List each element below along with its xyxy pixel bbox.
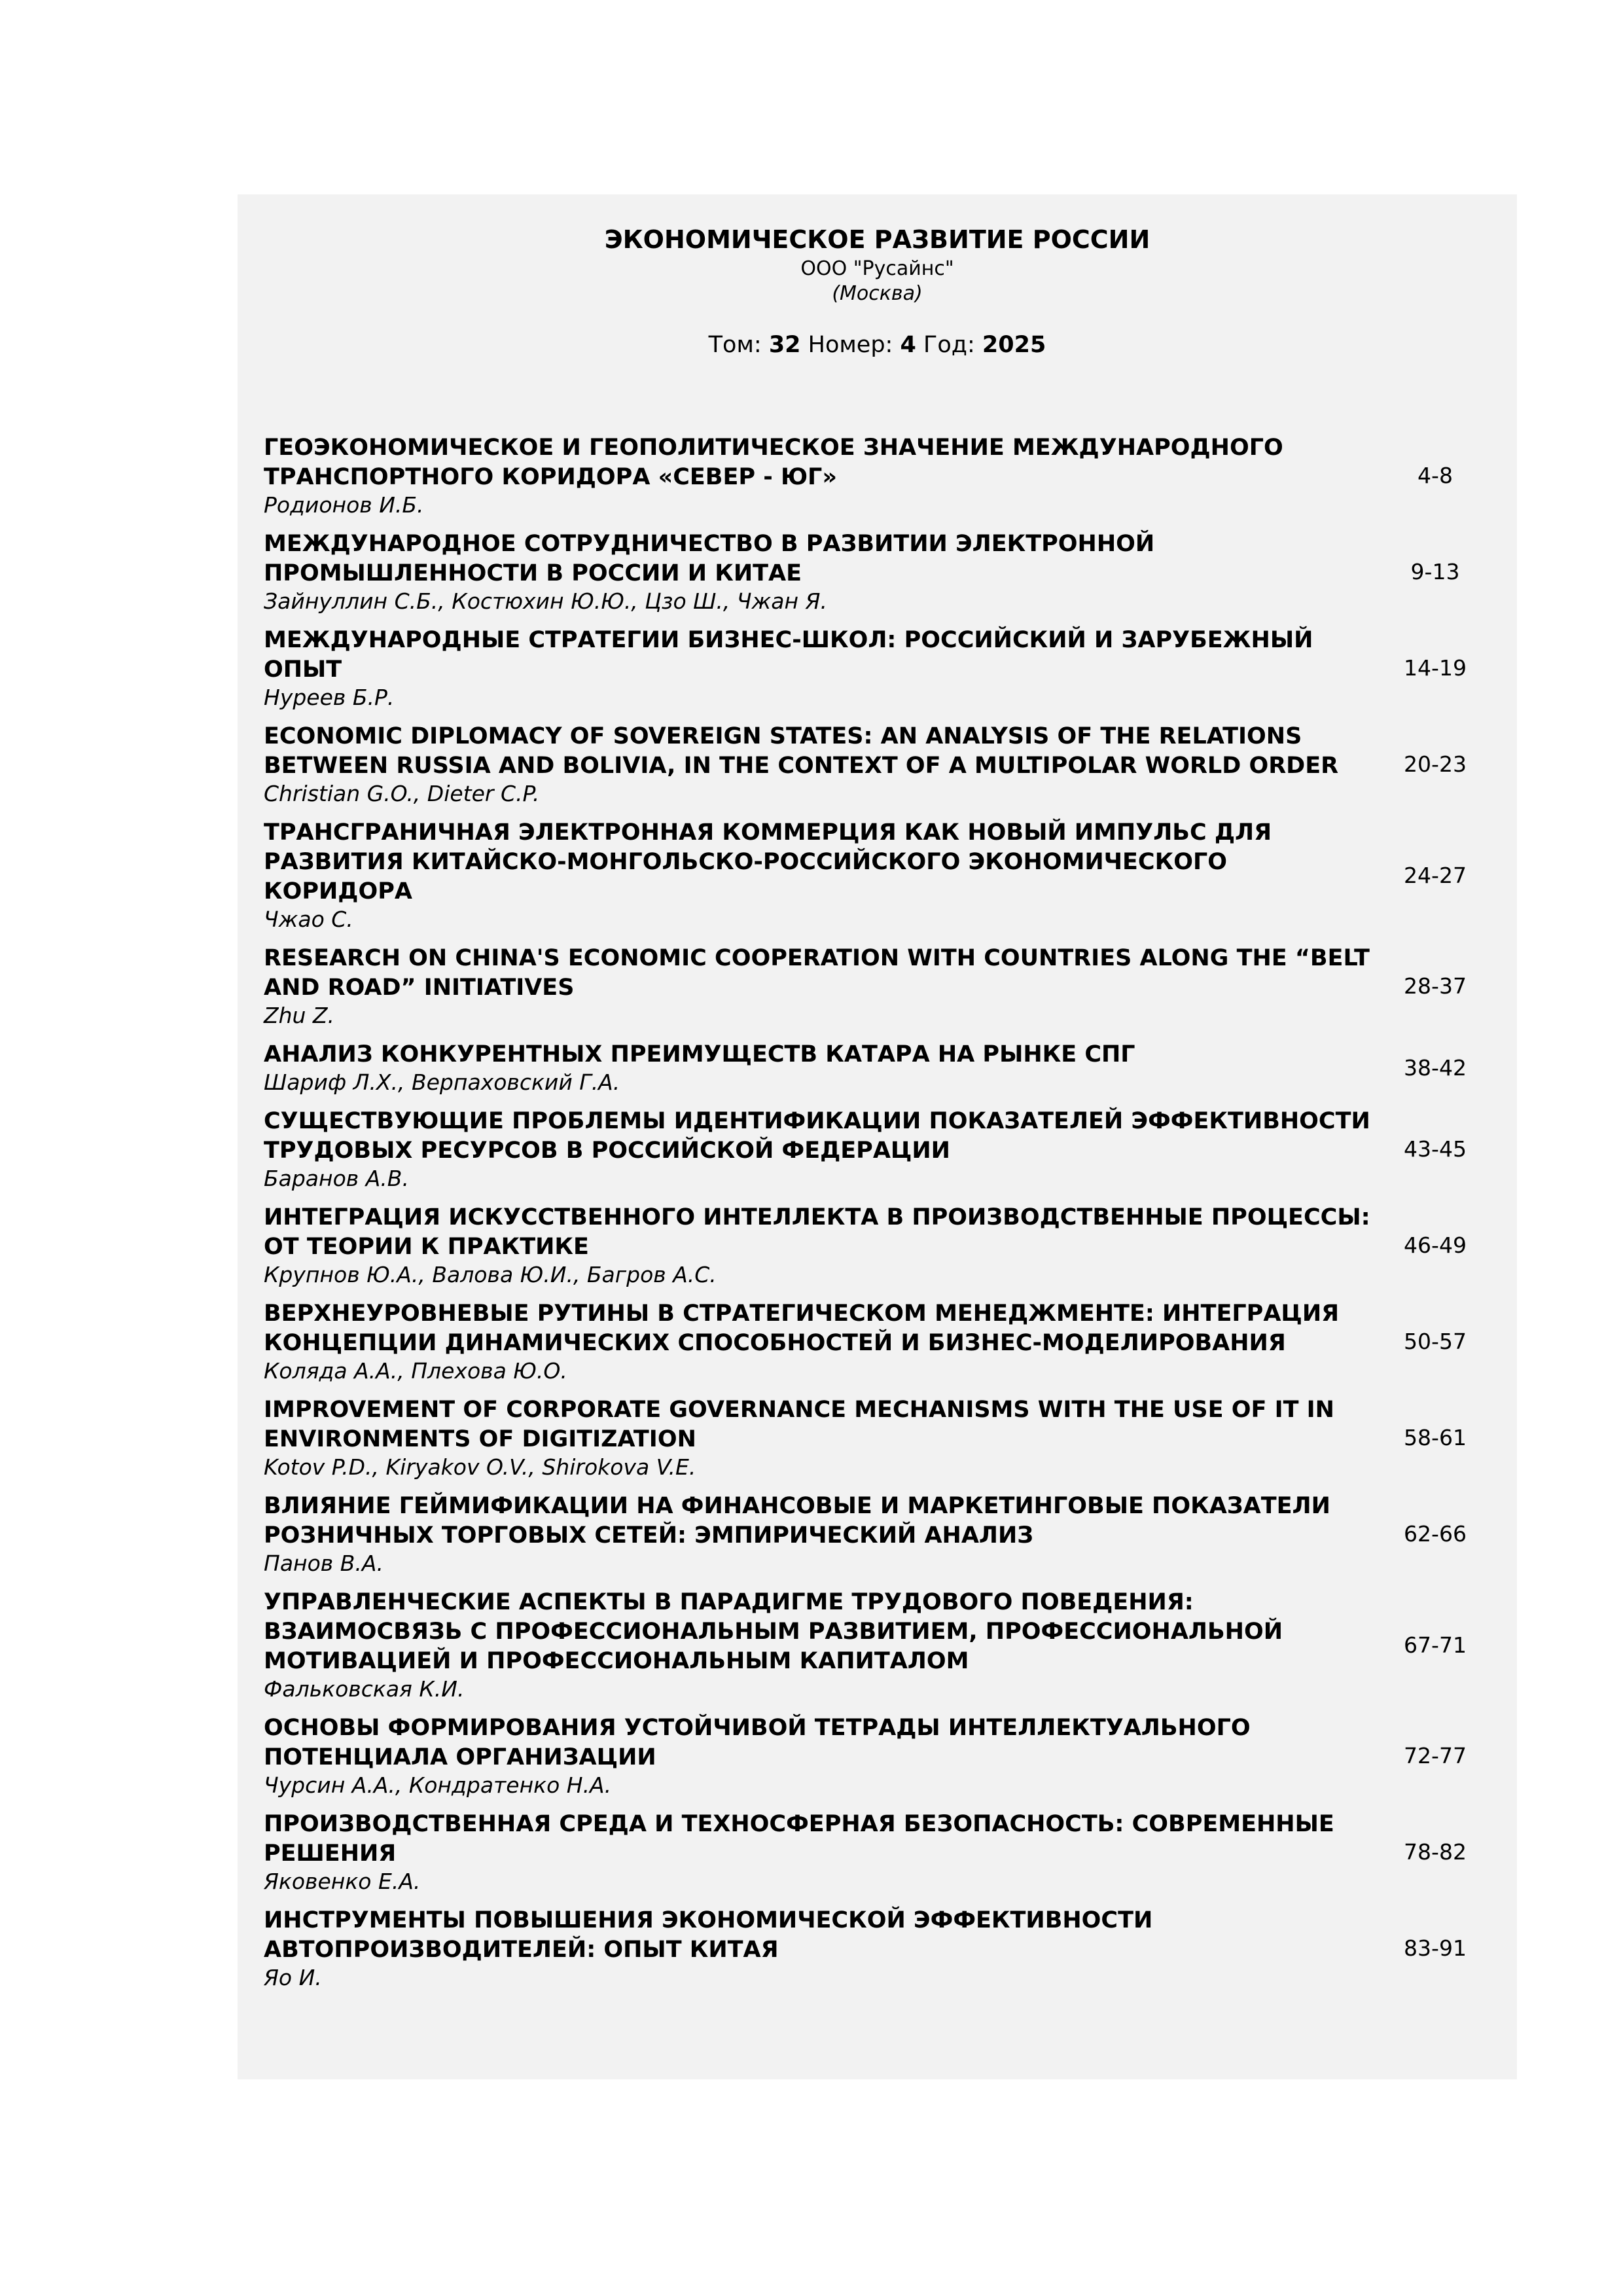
article-title[interactable]: ОСНОВЫ ФОРМИРОВАНИЯ УСТОЙЧИВОЙ ТЕТРАДЫ ИНТЕЛЛЕКТУАЛЬНОГО ПОТЕНЦИАЛА ОРГАНИЗАЦИИ bbox=[264, 1715, 1251, 1770]
article-authors: Коляда А.А., Плехова Ю.О. bbox=[264, 1358, 567, 1384]
toc-entry-body bbox=[264, 1040, 1376, 1096]
publisher: ООО "Русайнс" bbox=[800, 257, 954, 280]
article-authors: Баранов А.В. bbox=[264, 1166, 409, 1191]
article-authors: Чжао С. bbox=[264, 906, 353, 932]
toc-entry-body bbox=[264, 1395, 1376, 1480]
number-label: Номер: bbox=[808, 332, 893, 358]
article-title[interactable]: МЕЖДУНАРОДНОЕ СОТРУДНИЧЕСТВО В РАЗВИТИИ ЭЛЕКТРОННОЙ ПРОМЫШЛЕННОСТИ В РОССИИ И КИТАЕ bbox=[264, 531, 1155, 586]
article-title[interactable]: ИНТЕГРАЦИЯ ИСКУССТВЕННОГО ИНТЕЛЛЕКТА В ПРОИЗВОДСТВЕННЫЕ ПРОЦЕССЫ: ОТ ТЕОРИИ К ПРАКТИКЕ bbox=[264, 1204, 1370, 1260]
toc-entry-body bbox=[264, 529, 1376, 615]
toc-entry-body bbox=[264, 433, 1376, 518]
toc-entry-body bbox=[264, 1203, 1376, 1288]
article-authors: Чурсин А.А., Кондратенко Н.А. bbox=[264, 1772, 612, 1798]
article-authors: Крупнов Ю.А., Валова Ю.И., Багров А.С. bbox=[264, 1262, 717, 1287]
toc-entry[interactable] bbox=[264, 433, 1494, 518]
volume-label: Том: bbox=[708, 332, 762, 358]
article-pages: 14-19 bbox=[1404, 655, 1467, 681]
article-pages: 72-77 bbox=[1404, 1743, 1467, 1768]
year-label: Год: bbox=[923, 332, 975, 358]
toc-entry-body bbox=[264, 944, 1376, 1029]
toc-panel bbox=[238, 194, 1517, 2079]
toc-entry[interactable] bbox=[264, 1395, 1494, 1480]
article-pages: 67-71 bbox=[1404, 1632, 1467, 1658]
article-pages: 50-57 bbox=[1404, 1329, 1467, 1354]
journal-title: ЭКОНОМИЧЕСКОЕ РАЗВИТИЕ РОССИИ bbox=[604, 225, 1150, 254]
article-pages: 78-82 bbox=[1404, 1839, 1467, 1865]
toc-entry-body bbox=[264, 1713, 1376, 1799]
toc-entry-body bbox=[264, 818, 1376, 933]
article-pages: 24-27 bbox=[1404, 862, 1467, 888]
volume-value: 32 bbox=[768, 332, 801, 358]
article-pages: 4-8 bbox=[1418, 463, 1453, 488]
article-pages: 46-49 bbox=[1404, 1232, 1467, 1258]
article-authors: Нуреев Б.Р. bbox=[264, 685, 395, 710]
toc-entry[interactable] bbox=[264, 1713, 1494, 1799]
article-title[interactable]: ТРАНСГРАНИЧНАЯ ЭЛЕКТРОННАЯ КОММЕРЦИЯ КАК НОВЫЙ ИМПУЛЬС ДЛЯ РАЗВИТИЯ КИТАЙСКО-МОНГОЛЬСКО-РОССИЙСКОГО ЭКОНОМИЧЕСКОГО КОРИДОРА bbox=[264, 819, 1272, 905]
article-authors: Зайнуллин С.Б., Костюхин Ю.Ю., Цзо Ш., Чжан Я. bbox=[264, 588, 827, 614]
article-pages: 20-23 bbox=[1404, 751, 1467, 777]
table-of-contents bbox=[264, 433, 1494, 2002]
article-pages: 62-66 bbox=[1404, 1521, 1467, 1547]
article-title[interactable]: RESEARCH ON CHINA'S ECONOMIC COOPERATION WITH COUNTRIES ALONG THE “BELT AND ROAD” INITIATIVES bbox=[264, 945, 1370, 1001]
article-pages: 83-91 bbox=[1404, 1935, 1467, 1961]
toc-entry[interactable] bbox=[264, 1299, 1494, 1384]
toc-entry[interactable] bbox=[264, 626, 1494, 711]
article-title[interactable]: СУЩЕСТВУЮЩИЕ ПРОБЛЕМЫ ИДЕНТИФИКАЦИИ ПОКАЗАТЕЛЕЙ ЭФФЕКТИВНОСТИ ТРУДОВЫХ РЕСУРСОВ В РОССИЙСКОЙ ФЕДЕРАЦИИ bbox=[264, 1108, 1370, 1164]
toc-entry-body bbox=[264, 1492, 1376, 1577]
toc-entry-body bbox=[264, 722, 1376, 807]
article-authors: Яо И. bbox=[264, 1965, 322, 1990]
toc-entry[interactable] bbox=[264, 1040, 1494, 1096]
article-title[interactable]: ПРОИЗВОДСТВЕННАЯ СРЕДА И ТЕХНОСФЕРНАЯ БЕЗОПАСНОСТЬ: СОВРЕМЕННЫЕ РЕШЕНИЯ bbox=[264, 1811, 1334, 1867]
article-pages: 9-13 bbox=[1410, 559, 1460, 584]
article-title[interactable]: ECONOMIC DIPLOMACY OF SOVEREIGN STATES: AN ANALYSIS OF THE RELATIONS BETWEEN RUSSIA AND BOLIVIA, IN THE CONTEXT OF A MULTIPOLAR WORLD ORDER bbox=[264, 723, 1339, 779]
article-authors: Фальковская К.И. bbox=[264, 1676, 465, 1702]
toc-entry[interactable] bbox=[264, 1107, 1494, 1192]
article-title[interactable]: ВЕРХНЕУРОВНЕВЫЕ РУТИНЫ В СТРАТЕГИЧЕСКОМ МЕНЕДЖМЕНТЕ: ИНТЕГРАЦИЯ КОНЦЕПЦИИ ДИНАМИЧЕСКИХ СПОСОБНОСТЕЙ И БИЗНЕС-МОДЕЛИРОВАНИЯ bbox=[264, 1300, 1340, 1356]
year-value: 2025 bbox=[982, 332, 1046, 358]
article-pages: 43-45 bbox=[1404, 1136, 1467, 1162]
toc-entry-body bbox=[264, 1810, 1376, 1895]
article-authors: Родионов И.Б. bbox=[264, 492, 424, 518]
toc-entry[interactable] bbox=[264, 1810, 1494, 1895]
article-title[interactable]: АНАЛИЗ КОНКУРЕНТНЫХ ПРЕИМУЩЕСТВ КАТАРА НА РЫНКЕ СПГ bbox=[264, 1041, 1135, 1067]
article-title[interactable]: ИНСТРУМЕНТЫ ПОВЫШЕНИЯ ЭКОНОМИЧЕСКОЙ ЭФФЕКТИВНОСТИ АВТОПРОИЗВОДИТЕЛЕЙ: ОПЫТ КИТАЯ bbox=[264, 1907, 1153, 1963]
toc-entry[interactable] bbox=[264, 944, 1494, 1029]
toc-entry-body bbox=[264, 1906, 1376, 1991]
number-value: 4 bbox=[900, 332, 916, 358]
article-pages: 38-42 bbox=[1404, 1054, 1467, 1081]
toc-entry[interactable] bbox=[264, 1588, 1494, 1702]
publisher-city: (Москва) bbox=[832, 282, 923, 305]
toc-entry[interactable] bbox=[264, 722, 1494, 807]
article-pages: 58-61 bbox=[1404, 1425, 1467, 1450]
article-authors: Панов В.А. bbox=[264, 1551, 383, 1576]
article-authors: Zhu Z. bbox=[264, 1003, 335, 1028]
article-authors: Шариф Л.Х., Верпаховский Г.А. bbox=[264, 1069, 620, 1095]
article-authors: Яковенко Е.А. bbox=[264, 1869, 421, 1894]
article-title[interactable]: ВЛИЯНИЕ ГЕЙМИФИКАЦИИ НА ФИНАНСОВЫЕ И МАРКЕТИНГОВЫЕ ПОКАЗАТЕЛИ РОЗНИЧНЫХ ТОРГОВЫХ СЕТЕЙ: ЭМПИРИЧЕСКИЙ АНАЛИЗ bbox=[264, 1493, 1330, 1549]
toc-entry[interactable] bbox=[264, 1492, 1494, 1577]
article-authors: Kotov P.D., Kiryakov O.V., Shirokova V.E. bbox=[264, 1454, 696, 1480]
article-title[interactable]: IMPROVEMENT OF CORPORATE GOVERNANCE MECHANISMS WITH THE USE OF IT IN ENVIRONMENTS OF DIGITIZATION bbox=[264, 1397, 1334, 1452]
article-title[interactable]: УПРАВЛЕНЧЕСКИЕ АСПЕКТЫ В ПАРАДИГМЕ ТРУДОВОГО ПОВЕДЕНИЯ: ВЗАИМОСВЯЗЬ С ПРОФЕССИОНАЛЬНЫМ РАЗВИТИЕМ, ПРОФЕССИОНАЛЬНОЙ МОТИВАЦИЕЙ И ПРОФЕССИОНАЛЬНЫМ КАПИТАЛОМ bbox=[264, 1589, 1283, 1674]
toc-entry-body bbox=[264, 1588, 1376, 1702]
article-title[interactable]: ГЕОЭКОНОМИЧЕСКОЕ И ГЕОПОЛИТИЧЕСКОЕ ЗНАЧЕНИЕ МЕЖДУНАРОДНОГО ТРАНСПОРТНОГО КОРИДОРА «СЕВЕР - ЮГ» bbox=[264, 435, 1283, 490]
toc-entry[interactable] bbox=[264, 529, 1494, 615]
article-title[interactable]: МЕЖДУНАРОДНЫЕ СТРАТЕГИИ БИЗНЕС-ШКОЛ: РОССИЙСКИЙ И ЗАРУБЕЖНЫЙ ОПЫТ bbox=[264, 627, 1313, 683]
toc-entry-body bbox=[264, 626, 1376, 711]
article-authors: Christian G.O., Dieter C.P. bbox=[264, 781, 540, 806]
toc-entry[interactable] bbox=[264, 1203, 1494, 1288]
toc-entry-body bbox=[264, 1107, 1376, 1192]
toc-entry[interactable] bbox=[264, 818, 1494, 933]
toc-entry-body bbox=[264, 1299, 1376, 1384]
article-pages: 28-37 bbox=[1404, 973, 1467, 999]
issue-info bbox=[238, 331, 1517, 359]
toc-entry[interactable] bbox=[264, 1906, 1494, 1991]
